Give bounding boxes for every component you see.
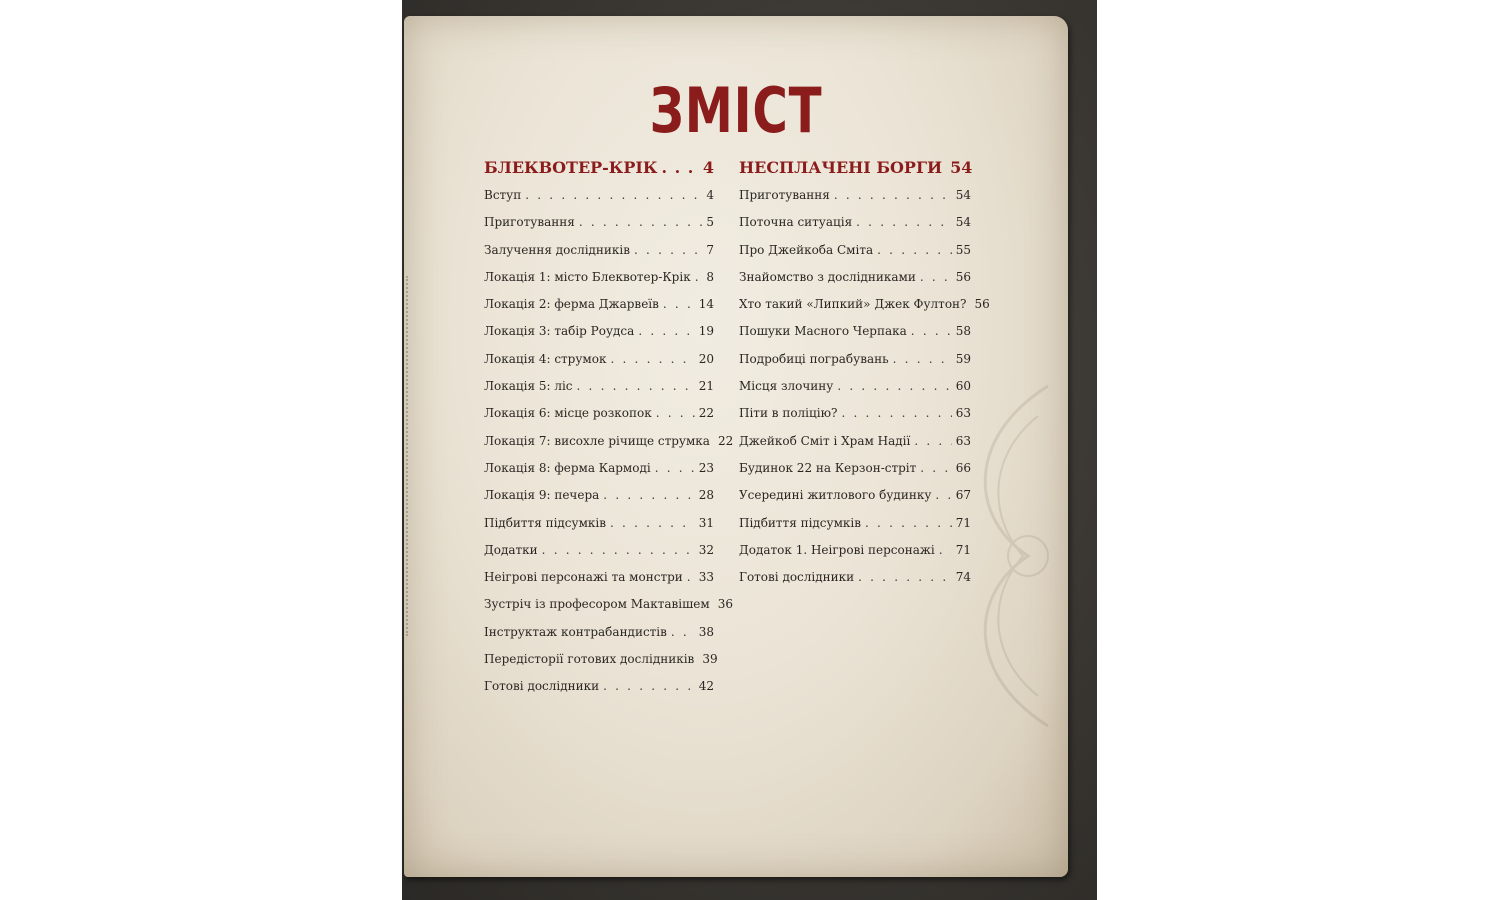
toc-entry-page: 54 (955, 215, 971, 230)
leader-dots (935, 486, 951, 504)
toc-entry-label: Локація 7: висохле річище струмка (484, 433, 710, 448)
toc-entry[interactable] (484, 486, 714, 513)
toc-entry-page: 20 (698, 351, 714, 366)
toc-entry-page: 59 (955, 351, 971, 366)
leader-dots (841, 404, 951, 422)
leader-dots (911, 322, 952, 340)
section-page: 54 (950, 158, 973, 177)
toc-entry-label: Подробиці пограбувань (739, 351, 889, 366)
toc-section-heading[interactable] (739, 158, 971, 184)
toc-entry-page: 8 (706, 269, 714, 284)
leader-dots (656, 404, 695, 422)
toc-entry-label: Інструктаж контрабандистів (484, 624, 667, 639)
toc-entry-label: Локація 8: ферма Кармоді (484, 460, 651, 475)
section-title: НЕСПЛАЧЕНІ БОРГИ (739, 158, 943, 177)
toc-entry[interactable] (484, 186, 714, 213)
toc-entry-page: 71 (955, 542, 971, 557)
toc-list-left (484, 186, 734, 705)
toc-entry-label: Вступ (484, 188, 522, 202)
leader-dots (542, 541, 695, 559)
page-title: ЗМІСТ (649, 74, 823, 147)
toc-entry-page: 55 (955, 242, 971, 257)
toc-entry[interactable] (484, 213, 714, 240)
toc-entry-page: 63 (955, 433, 971, 448)
toc-entry-label: Передісторії готових дослідників (484, 652, 695, 667)
paper-page (404, 16, 1068, 877)
leader-dots (603, 677, 695, 695)
leader-dots (939, 541, 952, 559)
leader-dots (663, 295, 695, 313)
toc-entry[interactable] (739, 295, 990, 322)
toc-entry[interactable] (739, 568, 971, 595)
toc-entry-page: 14 (698, 297, 714, 312)
toc-entry-page: 21 (698, 379, 714, 394)
toc-entry-label: Готові дослідники (739, 570, 855, 585)
section-title: БЛЕКВОТЕР-КРІК (484, 158, 658, 177)
leader-dots (914, 432, 951, 450)
leader-dots (638, 322, 694, 340)
toc-entry-page: 5 (706, 215, 714, 230)
leader-dots (834, 186, 952, 204)
toc-entry-label: Джейкоб Сміт і Храм Надії (739, 433, 911, 448)
toc-entry[interactable] (484, 623, 714, 650)
toc-entry-page: 67 (955, 488, 971, 503)
toc-entry-label: Хто такий «Липкий» Джек Фултон? (739, 297, 967, 312)
toc-entry-label: Локація 6: місце розкопок (484, 406, 652, 421)
toc-entry-page: 32 (698, 542, 714, 557)
leader-dots (695, 268, 703, 286)
toc-entry-label: Неігрові персонажі та монстри (484, 570, 683, 585)
toc-entry-label: Локація 3: табір Роудса (484, 324, 635, 339)
toc-entry-label: Зустріч із професором Мактавішем (484, 597, 710, 612)
toc-entry-page: 66 (955, 460, 971, 475)
toc-entry[interactable] (484, 595, 733, 622)
section-page: 4 (702, 158, 714, 177)
toc-entry-label: Локація 4: струмок (484, 351, 607, 366)
toc-column-left (484, 158, 734, 705)
toc-entry-page: 56 (955, 269, 971, 284)
toc-entry[interactable] (484, 650, 718, 677)
leader-dots (577, 377, 695, 395)
toc-entry[interactable] (739, 268, 971, 295)
toc-entry[interactable] (739, 350, 971, 377)
toc-entry[interactable] (739, 486, 971, 513)
toc-section-heading[interactable] (484, 158, 714, 184)
toc-entry[interactable] (739, 213, 971, 240)
toc-entry-page: 60 (955, 379, 971, 394)
toc-entry-page: 38 (698, 624, 714, 639)
toc-entry[interactable] (739, 541, 971, 568)
toc-entry-label: Підбиття підсумків (739, 515, 862, 530)
toc-entry-label: Знайомство з дослідниками (739, 269, 916, 284)
toc-entry-page: 33 (698, 570, 714, 585)
leader-dots (837, 377, 951, 395)
toc-entry-label: Місця злочину (739, 379, 834, 394)
toc-entry[interactable] (484, 377, 714, 404)
toc-entry[interactable] (739, 404, 971, 431)
toc-entry[interactable] (484, 295, 714, 322)
leader-dots (671, 623, 695, 641)
toc-entry-label: Про Джейкоба Сміта (739, 242, 874, 257)
toc-entry-label: Піти в поліцію? (739, 406, 838, 421)
toc-entry-label: Підбиття підсумків (484, 515, 607, 530)
toc-entry[interactable] (484, 404, 714, 431)
leader-dots (893, 350, 952, 368)
toc-entry-page: 31 (698, 515, 714, 530)
leader-dots (655, 459, 695, 477)
toc-entry-page: 23 (698, 460, 714, 475)
toc-entry-page: 39 (702, 652, 718, 667)
leader-dots (865, 514, 952, 532)
toc-entry[interactable] (484, 268, 714, 295)
toc-entry[interactable] (739, 377, 971, 404)
toc-entry[interactable] (739, 186, 971, 213)
toc-entry-page: 22 (717, 433, 734, 448)
leader-dots (661, 158, 698, 177)
toc-entry-label: Локація 2: ферма Джарвеїв (484, 297, 659, 312)
toc-entry[interactable] (739, 241, 971, 268)
toc-entry-page: 19 (698, 324, 714, 339)
toc-entry-label: Приготування (739, 188, 830, 202)
toc-entry-label: Залучення дослідників (484, 242, 631, 257)
toc-entry-label: Приготування (484, 215, 575, 230)
toc-entry-label: Усередині житлового будинку (739, 488, 932, 503)
leader-dots (856, 213, 952, 231)
toc-entry[interactable] (739, 459, 971, 486)
toc-entry[interactable] (484, 322, 714, 349)
leader-dots (920, 268, 952, 286)
toc-entry-page: 28 (698, 488, 714, 503)
toc-entry-page: 22 (698, 406, 714, 421)
leader-dots (634, 241, 702, 259)
toc-entry[interactable] (484, 459, 714, 486)
toc-entry-page: 58 (955, 324, 971, 339)
toc-entry-page: 4 (706, 188, 714, 202)
toc-entry-label: Будинок 22 на Керзон-стріт (739, 460, 917, 475)
leader-dots (920, 459, 951, 477)
toc-entry-label: Поточна ситуація (739, 215, 853, 230)
toc-entry[interactable] (739, 514, 971, 541)
toc-entry-label: Локація 1: місто Блеквотер-Крік (484, 269, 691, 284)
toc-entry-page: 54 (955, 188, 971, 202)
toc-entry-page: 42 (698, 679, 714, 694)
toc-column-right (739, 158, 990, 595)
toc-entry-page: 71 (955, 515, 971, 530)
toc-entry-page: 63 (955, 406, 971, 421)
toc-entry[interactable] (484, 541, 714, 568)
toc-entry-label: Пошуки Масного Черпака (739, 324, 907, 339)
toc-entry-label: Додаток 1. Неігрові персонажі (739, 542, 935, 557)
toc-entry-page: 56 (974, 297, 990, 312)
leader-dots (525, 186, 702, 204)
leader-dots (877, 241, 952, 259)
toc-entry[interactable] (484, 514, 714, 541)
toc-entry[interactable] (484, 350, 714, 377)
toc-entry-label: Локація 9: печера (484, 488, 600, 503)
toc-list-right (739, 186, 990, 595)
leader-dots (858, 568, 952, 586)
toc-entry-label: Готові дослідники (484, 679, 600, 694)
toc-entry[interactable] (739, 322, 971, 349)
toc-entry-label: Додатки (484, 542, 538, 557)
leader-dots (579, 213, 703, 231)
toc-entry-page: 74 (955, 570, 971, 585)
toc-entry-page: 7 (706, 242, 714, 257)
leader-dots (610, 350, 694, 368)
toc-entry[interactable] (739, 432, 971, 459)
leader-dots (603, 486, 694, 504)
toc-entry[interactable] (484, 677, 714, 704)
leader-dots (687, 568, 695, 586)
toc-entry-label: Локація 5: ліс (484, 379, 573, 394)
leader-dots (610, 514, 695, 532)
toc-entry[interactable] (484, 568, 714, 595)
binding-holes (406, 276, 418, 636)
toc-entry[interactable] (484, 432, 734, 459)
toc-entry-page: 36 (717, 597, 733, 612)
toc-entry[interactable] (484, 241, 714, 268)
